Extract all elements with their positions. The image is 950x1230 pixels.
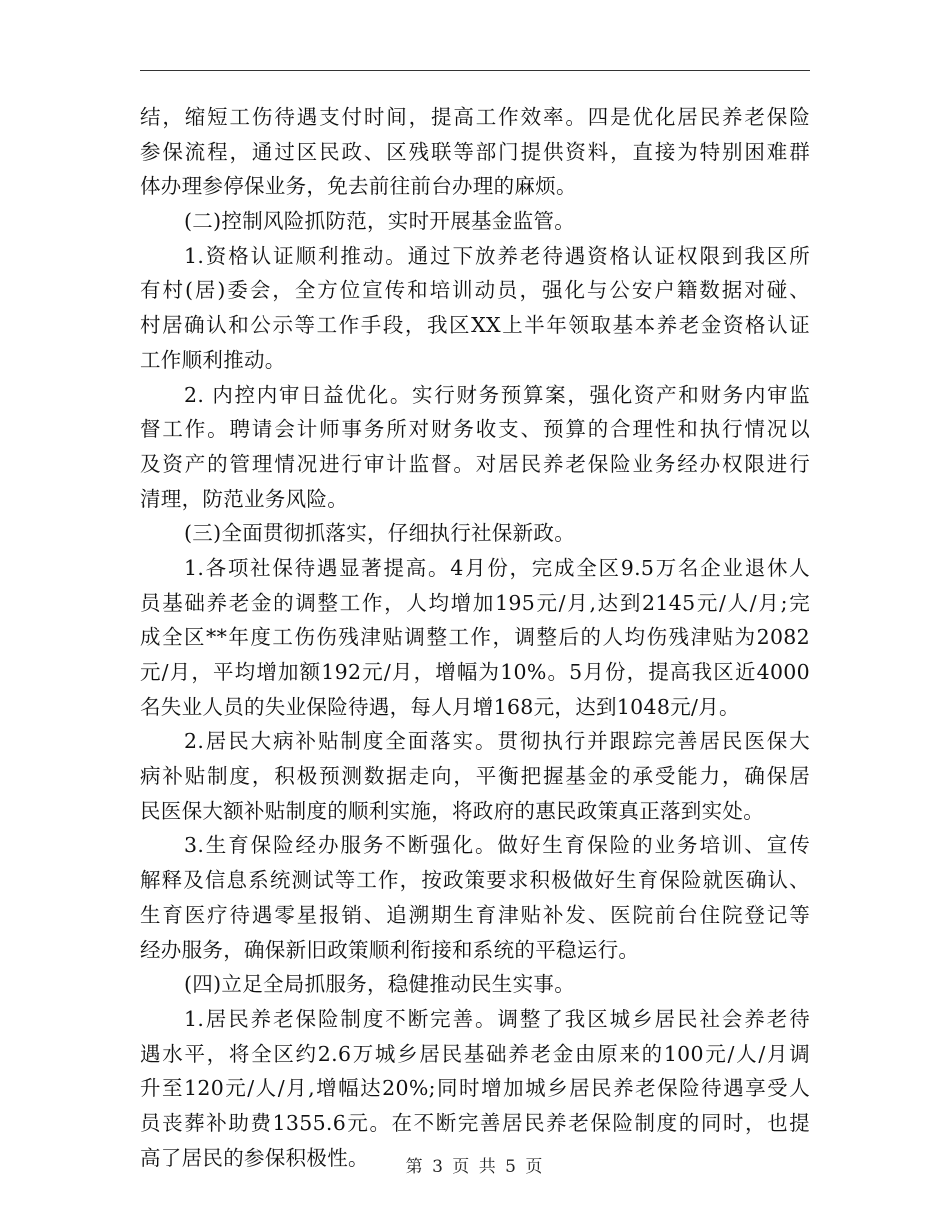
text-line: 元/月，平均增加额192元/月，增幅为10%。5月份，提高我区近4000	[140, 660, 810, 684]
text-line: 员丧葬补助费1355.6元。在不断完善居民养老保险制度的同时，也提	[140, 1110, 810, 1135]
text-line: 1.各项社保待遇显著提高。4月份，完成全区9.5万名企业退休人	[184, 555, 810, 580]
text-line: 成全区**年度工伤伤残津贴调整工作，调整后的人均伤残津贴为2082	[140, 625, 810, 650]
text-line: 1.居民养老保险制度不断完善。调整了我区城乡居民社会养老待	[184, 1006, 810, 1031]
header-rule	[140, 70, 810, 71]
text-line: 1.资格认证顺利推动。通过下放养老待遇资格认证权限到我区所	[184, 243, 810, 268]
text-line: 3.生育保险经办服务不断强化。做好生育保险的业务培训、宣传	[184, 833, 810, 858]
text-line: 民医保大额补贴制度的顺利实施，将政府的惠民政策真正落到实处。	[140, 798, 764, 823]
text-line: 2. 内控内审日益优化。实行财务预算案，强化资产和财务内审监	[184, 382, 810, 407]
body-text	[140, 100, 810, 1175]
text-line: 有村(居)委会，全方位宣传和培训动员，强化与公安户籍数据对碰、	[140, 278, 810, 303]
text-line: 村居确认和公示等工作手段，我区XX上半年领取基本养老金资格认证	[140, 313, 810, 338]
text-line: 高了居民的参保积极性。	[140, 1145, 369, 1170]
text-line: 清理，防范业务风险。	[140, 486, 348, 511]
text-line: 病补贴制度，积极预测数据走向，平衡把握基金的承受能力，确保居	[140, 764, 810, 789]
text-line: 参保流程，通过区民政、区残联等部门提供资料，直接为特别困难群	[140, 139, 810, 164]
text-line: 工作顺利推动。	[140, 347, 286, 372]
text-line: 及资产的管理情况进行审计监督。对居民养老保险业务经办权限进行	[140, 451, 810, 476]
text-line: 督工作。聘请会计师事务所对财务收支、预算的合理性和执行情况以	[140, 417, 810, 442]
text-line: 生育医疗待遇零星报销、追溯期生育津贴补发、医院前台住院登记等	[140, 902, 810, 927]
section-heading: (二)控制风险抓防范，实时开展基金监管。	[184, 209, 575, 234]
page-footer: 第 3 页 共 5 页	[405, 1157, 545, 1177]
text-line: 2.居民大病补贴制度全面落实。贯彻执行并跟踪完善居民医保大	[184, 729, 810, 754]
text-line: 体办理参停保业务，免去前往前台办理的麻烦。	[140, 174, 577, 199]
text-line: 升至120元/人/月,增幅达20%;同时增加城乡居民养老保险待遇享受人	[140, 1076, 810, 1101]
text-line: 员基础养老金的调整工作，人均增加195元/月,达到2145元/人/月;完	[140, 590, 810, 615]
text-line: 遇水平，将全区约2.6万城乡居民基础养老金由原来的100元/人/月调	[140, 1041, 810, 1066]
section-heading: (三)全面贯彻抓落实，仔细执行社保新政。	[184, 521, 575, 546]
text-line: 结，缩短工伤待遇支付时间，提高工作效率。四是优化居民养老保险	[140, 105, 810, 129]
text-line: 解释及信息系统测试等工作，按政策要求积极做好生育保险就医确认、	[140, 868, 810, 893]
text-line: 名失业人员的失业保险待遇，每人月增168元，达到1048元/月。	[140, 694, 740, 719]
section-heading: (四)立足全局抓服务，稳健推动民生实事。	[184, 972, 575, 997]
text-line: 经办服务，确保新旧政策顺利衔接和系统的平稳运行。	[140, 937, 640, 962]
